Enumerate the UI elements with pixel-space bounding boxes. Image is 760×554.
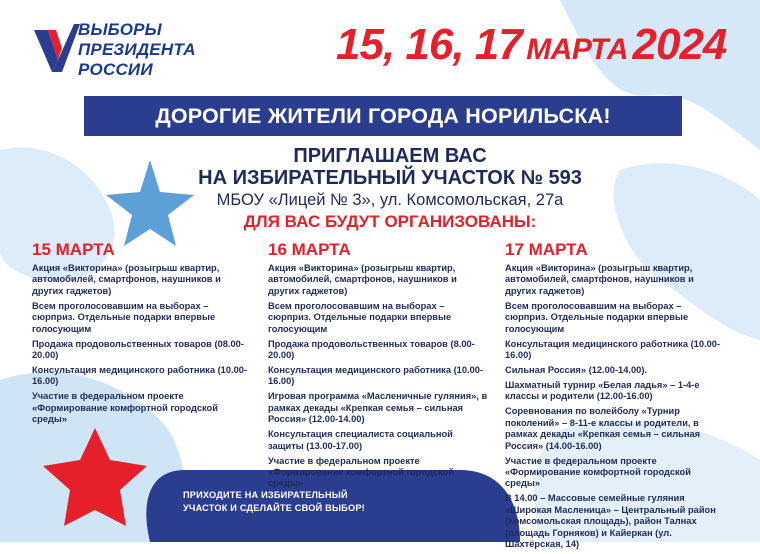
call-to-action bbox=[183, 489, 423, 515]
schedule-column-16-march bbox=[268, 240, 488, 493]
checkmark-logo-icon bbox=[30, 20, 80, 78]
headline-banner: ДОРОГИЕ ЖИТЕЛИ ГОРОДА НОРИЛЬСКА! bbox=[84, 96, 682, 136]
list-item: Участие в федеральном проекте «Формирование комфортной городской среды» bbox=[268, 455, 454, 489]
list-item: Участие в федеральном проекте «Формирование комфортной городской среды» bbox=[505, 455, 691, 489]
list-item: В 14.00 – Массовые семейные гуляния «Широкая Масленица» – Центральный район (Комсомольская площадь), район Талнах (площадь Горняков) и Кайеркан (ул. Шахтёрская, 14) bbox=[505, 493, 716, 550]
list-item: Консультация специалиста социальной защиты (13.00-17.00) bbox=[268, 429, 453, 451]
list-item: Акция «Викторина» (розыгрыш квартир, автомобилей, смартфонов, наушников и других гаджетов) bbox=[32, 263, 221, 296]
column-date: 16 МАРТА bbox=[268, 240, 351, 259]
list-item: Всем проголосовавшим на выборах – сюрприз. Отдельные подарки впервые голосующим bbox=[505, 300, 689, 334]
logo-line-2: ПРЕЗИДЕНТА bbox=[78, 40, 196, 59]
list-item: Акция «Викторина» (розыгрыш квартир, автомобилей, смартфонов, наушников и других гаджетов) bbox=[505, 263, 694, 296]
dates-days: 15, 16, 17 bbox=[336, 20, 522, 69]
list-item: Акция «Викторина» (розыгрыш квартир, автомобилей, смартфонов, наушников и других гаджетов) bbox=[268, 263, 457, 296]
logo-text bbox=[78, 20, 196, 80]
column-date: 17 МАРТА bbox=[505, 240, 588, 259]
column-date: 15 МАРТА bbox=[32, 240, 115, 259]
schedule-column-15-march bbox=[32, 240, 252, 429]
list-item: Консультация медицинского работника (10.00-16.00) bbox=[505, 338, 721, 361]
invite-heading bbox=[150, 145, 630, 189]
list-item: Продажа продовольственных товаров (08.00-20.00) bbox=[32, 338, 244, 361]
list-item: Консультация медицинского работника (10.00-16.00) bbox=[32, 365, 248, 387]
logo-line-1: ВЫБОРЫ bbox=[78, 20, 162, 39]
list-item: Сильная Россия» (12.00-14.00). bbox=[505, 365, 648, 376]
polling-station-address: МБОУ «Лицей № 3», ул. Комсомольская, 27а bbox=[216, 191, 564, 209]
schedule-column-17-march bbox=[505, 240, 725, 554]
election-dates bbox=[336, 20, 726, 70]
list-item: Всем проголосовавшим на выборах – сюрприз. Отдельные подарки впервые голосующим bbox=[268, 300, 452, 334]
list-item: Консультация медицинского работника (10.00-16.00) bbox=[268, 365, 484, 387]
cta-line-1: ПРИХОДИТЕ НА ИЗБИРАТЕЛЬНЫЙ bbox=[183, 490, 348, 500]
elections-logo bbox=[30, 16, 196, 88]
list-item: Шахматный турнир «Белая ладья» – 1-4-е классы и родители (12.00-16.00) bbox=[505, 380, 700, 402]
list-item: Всем проголосовавшим на выборах – сюрприз. Отдельные подарки впервые голосующим bbox=[32, 300, 216, 334]
invite-line-2: НА ИЗБИРАТЕЛЬНЫЙ УЧАСТОК № 593 bbox=[198, 167, 582, 189]
list-item: Продажа продовольственных товаров (8.00-20.00) bbox=[268, 338, 475, 361]
list-item: Участие в федеральном проекте «Формирование комфортной городской среды» bbox=[32, 391, 218, 425]
logo-line-3: РОССИИ bbox=[78, 60, 153, 79]
list-item: Игровая программа «Масленичные гуляния», в рамках декады «Крепкая семья – сильная Россия» (12.00-14.00) bbox=[268, 391, 488, 425]
organized-heading: ДЛЯ ВАС БУДУТ ОРГАНИЗОВАНЫ: bbox=[243, 212, 537, 231]
cta-line-2: УЧАСТОК И СДЕЛАЙТЕ СВОЙ ВЫБОР! bbox=[183, 503, 365, 513]
dates-year: 2024 bbox=[632, 20, 727, 69]
invite-line-1: ПРИГЛАШАЕМ ВАС bbox=[293, 145, 487, 167]
list-item: Соревнования по волейболу «Турнир поколений» – 8-11-е классы и родители, в рамках декады «Крепкая семья – сильная Россия» (14.00-16.00) bbox=[505, 406, 701, 451]
dates-month: МАРТА bbox=[526, 33, 629, 66]
